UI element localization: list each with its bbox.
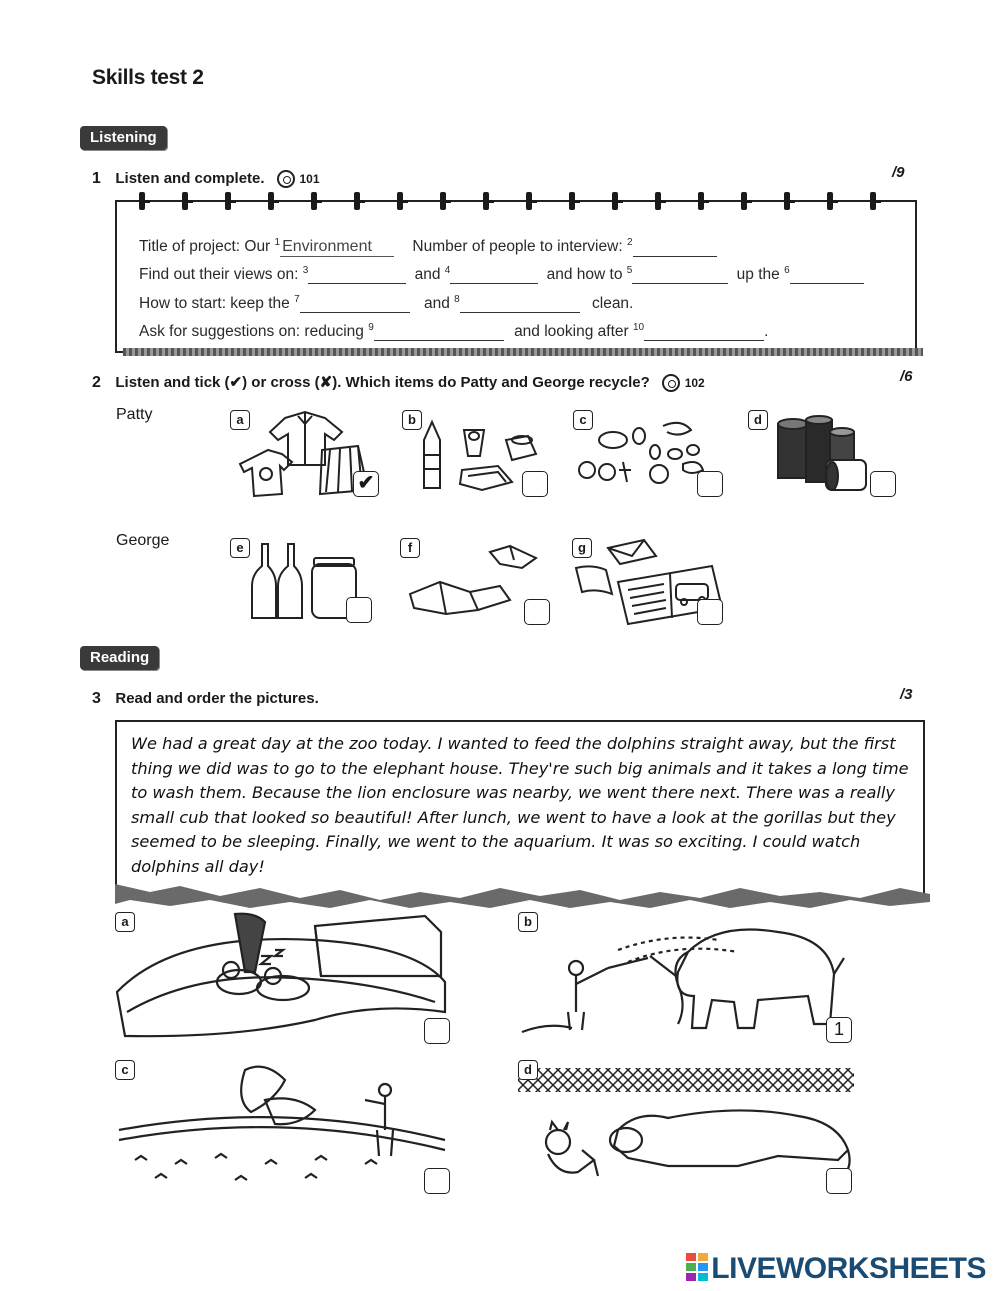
gap-number: 5 — [626, 265, 633, 276]
ring-binding-icon — [741, 192, 747, 210]
ring-binding-icon — [483, 192, 489, 210]
gorillas-sleeping-icon — [115, 912, 455, 1042]
ring-binding-icon — [440, 192, 446, 210]
gap-number: 2 — [626, 237, 633, 248]
q2-heading — [92, 373, 705, 392]
notebook-line-2 — [139, 265, 864, 284]
brand-text: LIVEWORKSHEETS — [711, 1252, 986, 1285]
picture-gorillas — [115, 912, 455, 1042]
picture-label: a — [230, 410, 250, 430]
gap-number: 9 — [368, 322, 374, 333]
line-text: Number of people to interview: — [412, 238, 627, 256]
ring-binding-icon — [354, 192, 360, 210]
q1-heading — [92, 170, 320, 188]
ring-binding-icon — [225, 192, 231, 210]
notebook-line-1 — [139, 237, 717, 257]
ring-binding-icon — [698, 192, 704, 210]
ring-binding-icon — [526, 192, 532, 210]
gap-6-input[interactable] — [790, 268, 864, 284]
lion-and-cub-icon — [518, 1060, 858, 1195]
line-text: up the — [736, 266, 785, 284]
q1-track-number: 101 — [299, 172, 320, 187]
q2-instruction: Listen and tick (✔) or cross (✘). Which items do Patty and George recycle? — [115, 374, 650, 391]
tick-box-f[interactable] — [524, 599, 550, 625]
q3-instruction: Read and order the pictures. — [115, 690, 319, 707]
line-text: and — [414, 266, 445, 284]
picture-lions — [518, 1060, 858, 1195]
line-text: Find out their views on: — [139, 266, 303, 284]
q2-track-number: 102 — [684, 376, 705, 390]
order-box-c[interactable] — [424, 1168, 450, 1194]
story-panel — [115, 720, 925, 895]
picture-label: g — [572, 538, 592, 558]
picture-elephant — [518, 912, 858, 1042]
line-text: and looking after — [514, 323, 633, 341]
torn-paper-edge — [110, 880, 935, 910]
q3-score: /3 — [900, 686, 913, 703]
picture-label: f — [400, 538, 420, 558]
tick-box-b[interactable] — [522, 471, 548, 497]
gap-7-input[interactable] — [300, 297, 410, 313]
gap-9-input[interactable] — [374, 325, 504, 341]
ring-binding-icon — [612, 192, 618, 210]
notebook-line-4 — [139, 322, 768, 341]
ring-binding-icon — [182, 192, 188, 210]
ring-binding-icon — [311, 192, 317, 210]
listening-section-tag: Listening — [80, 126, 167, 150]
cd-icon — [277, 170, 295, 188]
page-title: Skills test 2 — [92, 66, 204, 89]
patty-label: Patty — [116, 406, 153, 423]
q2-number: 2 — [92, 374, 101, 391]
gap-number: 6 — [784, 265, 790, 276]
picture-label: a — [115, 912, 135, 932]
gap-number: 7 — [294, 294, 300, 305]
picture-label: b — [402, 410, 422, 430]
notebook-shadow — [123, 348, 923, 356]
line-text: and — [423, 295, 455, 313]
gap-number: 3 — [302, 265, 309, 276]
picture-label: b — [518, 912, 538, 932]
q2-score: /6 — [900, 368, 913, 385]
tick-box-e[interactable] — [346, 597, 372, 623]
gap-3-input[interactable] — [308, 268, 406, 284]
q3-heading — [92, 690, 319, 708]
tick-box-d[interactable] — [870, 471, 896, 497]
gap-number: 4 — [444, 265, 451, 276]
picture-label: e — [230, 538, 250, 558]
ring-binding-icon — [139, 192, 145, 210]
ring-binding-icon — [268, 192, 274, 210]
order-box-a[interactable] — [424, 1018, 450, 1044]
line-text: Ask for suggestions on: reducing — [139, 323, 369, 341]
dolphins-aquarium-icon — [115, 1060, 455, 1195]
gap-number: 8 — [454, 294, 460, 305]
order-box-b[interactable]: 1 — [826, 1017, 852, 1043]
line-text: How to start: keep the — [139, 295, 295, 313]
picture-label: c — [573, 410, 593, 430]
ring-binding-icon — [784, 192, 790, 210]
picture-dolphins — [115, 1060, 455, 1195]
gap-4-input[interactable] — [450, 268, 538, 284]
gap-8-input[interactable] — [460, 297, 580, 313]
gap-1-input[interactable] — [280, 238, 394, 257]
line-text: . — [764, 323, 769, 341]
line-text: clean. — [592, 295, 634, 313]
tick-box-a[interactable]: ✔ — [353, 471, 379, 497]
ring-binding-icon — [827, 192, 833, 210]
q1-instruction: Listen and complete. — [115, 170, 265, 188]
reading-section-tag: Reading — [80, 646, 159, 670]
ring-binding-icon — [655, 192, 661, 210]
picture-label: d — [518, 1060, 538, 1080]
liveworksheets-brand — [686, 1252, 986, 1286]
ring-binding-icon — [569, 192, 575, 210]
ring-binding-icon — [870, 192, 876, 210]
gap-number: 10 — [632, 322, 645, 333]
q3-number: 3 — [92, 690, 101, 707]
picture-label: c — [115, 1060, 135, 1080]
cd-icon — [662, 374, 680, 392]
notebook-line-3 — [139, 294, 633, 313]
gap-number: 1 — [274, 237, 281, 248]
ring-binding-icon — [397, 192, 403, 210]
q1-number: 1 — [92, 170, 101, 188]
gap-2-input[interactable] — [633, 241, 717, 257]
story-text: We had a great day at the zoo today. I wanted to feed the dolphins straight away, but the first thing we did was to go to the elephant house. They're such big animals and it takes a long time to wash them. Because the lion enclosure was nearby, we went there next. There was a really small cub that looked so beautiful! After lunch, we went to have a look at the gorillas but they seemed to be sleeping. Finally, we went to the aquarium. It was so exciting. I could watch dolphins all day! — [131, 734, 909, 876]
gap-5-input[interactable] — [632, 268, 728, 284]
george-label: George — [116, 532, 170, 549]
line-text: and how to — [546, 266, 627, 284]
tick-box-g[interactable] — [697, 599, 723, 625]
tick-box-c[interactable] — [697, 471, 723, 497]
q1-score: /9 — [892, 164, 905, 181]
line-text: Title of project: Our — [139, 238, 275, 256]
liveworksheets-logo-icon — [686, 1253, 708, 1281]
elephant-washing-icon — [518, 912, 858, 1042]
gap-10-input[interactable] — [644, 325, 764, 341]
order-box-d[interactable] — [826, 1168, 852, 1194]
notebook-panel — [115, 200, 917, 353]
picture-label: d — [748, 410, 768, 430]
